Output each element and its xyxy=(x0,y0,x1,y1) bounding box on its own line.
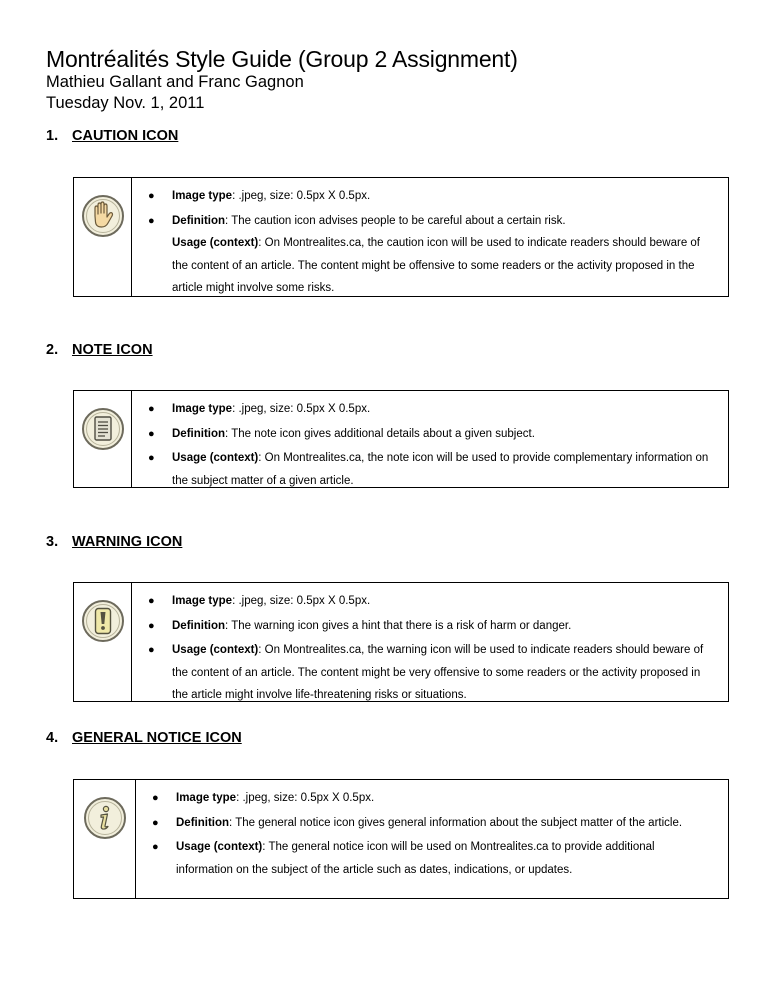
list-item-usage: ● Usage (context): On Montrealites.ca, the warning icon will be used to indicate readers should beware of the content of an article. The content might be very offensive to some readers or the activity proposed in the article might involve life-threatening risks or situations. xyxy=(148,644,704,701)
warning-exclamation-icon xyxy=(81,599,125,643)
document-authors: Mathieu Gallant and Franc Gagnon xyxy=(46,73,304,91)
list-item-image-type: ● Image type: .jpeg, size: 0.5px X 0.5px. xyxy=(148,595,371,607)
icon-cell xyxy=(74,178,132,296)
note-icon-table xyxy=(73,390,729,488)
section-title: WARNING ICON xyxy=(72,534,183,550)
icon-details-list xyxy=(148,590,714,709)
list-item-usage: ● Usage (context): The general notice icon will be used on Montrealites.ca to provide additional information on the subject of the article such as dates, indications, or updates. xyxy=(152,841,655,876)
list-item-definition: ● Definition: The general notice icon gives general information about the subject matter of the article. xyxy=(152,816,683,829)
general-notice-icon-table xyxy=(73,779,729,899)
section-number: 1. xyxy=(46,128,59,144)
info-notice-icon xyxy=(83,796,127,840)
section-number: 4. xyxy=(46,730,59,746)
note-document-icon xyxy=(81,407,125,451)
list-item-usage: Usage (context): On Montrealites.ca, the caution icon will be used to indicate readers should beware of the content of an article. The content might be offensive to some readers or the activity proposed in the article might involve some risks. xyxy=(172,237,701,294)
list-item-definition: ● Definition: The warning icon gives a hint that there is a risk of harm or danger. xyxy=(148,619,572,632)
icon-cell xyxy=(74,583,132,701)
section-number: 3. xyxy=(46,534,59,550)
section-heading-general-notice xyxy=(46,729,242,747)
section-heading-warning xyxy=(46,533,182,551)
section-heading-note xyxy=(46,341,153,359)
icon-details-list xyxy=(148,185,714,302)
icon-cell xyxy=(74,391,132,487)
section-title: CAUTION ICON xyxy=(72,128,179,144)
list-item-image-type: ● Image type: .jpeg, size: 0.5px X 0.5px. xyxy=(148,403,371,415)
warning-icon-table xyxy=(73,582,729,702)
list-item-image-type: ● Image type: .jpeg, size: 0.5px X 0.5px. xyxy=(148,190,371,202)
list-item-definition: ● Definition: The note icon gives additional details about a given subject. xyxy=(148,427,535,440)
caution-hand-icon xyxy=(81,194,125,238)
list-item-image-type: ● Image type: .jpeg, size: 0.5px X 0.5px. xyxy=(152,792,375,804)
icon-cell xyxy=(74,780,136,898)
section-number: 2. xyxy=(46,342,59,358)
section-heading-caution xyxy=(46,127,178,145)
section-title: GENERAL NOTICE ICON xyxy=(72,730,242,746)
document-title: Montréalités Style Guide (Group 2 Assignment) xyxy=(46,46,518,72)
icon-details-list xyxy=(152,787,714,883)
document-date: Tuesday Nov. 1, 2011 xyxy=(46,94,205,112)
icon-details-list xyxy=(148,398,714,494)
list-item-usage: ● Usage (context): On Montrealites.ca, the note icon will be used to provide complementary information on the subject matter of a given article. xyxy=(148,452,709,487)
section-title: NOTE ICON xyxy=(72,342,153,358)
caution-icon-table xyxy=(73,177,729,297)
list-item-definition: ● Definition: The caution icon advises people to be careful about a certain risk. xyxy=(148,214,566,227)
